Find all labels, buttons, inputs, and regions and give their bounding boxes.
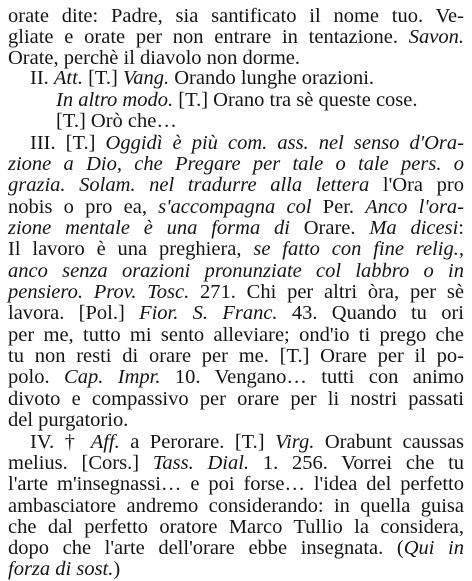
text-line <box>8 173 464 197</box>
italic-run: Tass. Dial. <box>152 452 250 474</box>
italic-run: forza di sost. <box>8 558 114 580</box>
roman-run: Orare. <box>289 217 370 239</box>
sense-heading-ii <box>30 66 410 90</box>
italic-run: Savon. <box>408 26 464 48</box>
roman-run: Orando lunghe orazioni. <box>169 67 375 89</box>
text-line <box>8 472 464 496</box>
italic-run: anco senza orazioni pronunziate col labbro o in <box>8 260 464 282</box>
roman-run: Orabunt caussas <box>314 431 465 453</box>
italic-run: s'accompagna col <box>158 196 312 218</box>
italic-run: In altro modo. <box>56 89 174 111</box>
italic-run: Vang. <box>122 67 170 89</box>
roman-run: divoto e compassivo per orare per li nostri passati <box>8 388 464 410</box>
roman-run: ambasciatore andremo considerando: in quella guisa <box>8 495 464 517</box>
roman-run: III. [T.] <box>30 132 106 154</box>
roman-run: l'arte m'insegnassi… e poi forse… l'idea del perfetto <box>8 473 464 495</box>
text-line <box>8 237 464 261</box>
roman-run: 271. Chi per altri òra, per sè <box>189 281 464 303</box>
roman-run: per me, tutto mi sento alleviare; ond'io ti prego che <box>8 324 464 346</box>
roman-run: l'Ora pro <box>369 174 464 196</box>
roman-run: tu non resti di orare per me. [T.] Orare per il po- <box>8 345 464 367</box>
roman-run: ) <box>113 558 121 580</box>
italic-run: se fatto con fine relig., <box>253 238 464 260</box>
roman-run: : <box>458 217 464 239</box>
text-line <box>8 408 464 432</box>
roman-run: Il lavoro è una preghiera, <box>8 238 254 260</box>
roman-run: lavora. [Pol.] <box>8 302 140 324</box>
italic-run: Fior. S. Franc. <box>139 302 278 324</box>
roman-run: gliate e orate per non entrare in tentazione. <box>8 26 409 48</box>
italic-run: zione a Dio, che Pregare per tale o tale pers. o <box>8 153 464 175</box>
italic-run: grazia. Solam. nel tradurre alla lettera <box>8 174 370 196</box>
roman-run: nobis o pro ea, <box>8 196 159 218</box>
roman-run: [T.] Orano tra sè queste cose. <box>173 89 418 111</box>
italic-run: Ma dicesi <box>369 217 459 239</box>
italic-run: Virg. <box>275 431 315 453</box>
roman-run: IV. † <box>30 431 91 453</box>
roman-run: polo. <box>8 366 65 388</box>
italic-run: Att. <box>53 67 83 89</box>
roman-run: [T.] <box>82 67 123 89</box>
italic-run: Aff. <box>90 431 120 453</box>
roman-run: melius. [Cors.] <box>8 452 153 474</box>
text-line <box>8 557 464 581</box>
roman-run: del purgatorio. <box>8 409 129 431</box>
roman-run: Per. <box>311 196 366 218</box>
text-line <box>8 301 464 325</box>
italic-run: Qui in <box>403 537 464 559</box>
roman-run: dopo che l'arte dell'orare ebbe insegnata. ( <box>8 537 404 559</box>
text-line <box>56 109 356 133</box>
roman-run: II. <box>30 67 54 89</box>
italic-run: Cap. Impr. <box>64 366 161 388</box>
italic-run: pensiero. Prov. Tosc. <box>8 281 190 303</box>
text-line <box>8 365 464 389</box>
roman-run: che dal perfetto oratore Marco Tullio la considera, <box>8 516 464 538</box>
roman-run: 43. Quando tu ori <box>277 302 464 324</box>
italic-run: Anco l'ora- <box>365 196 464 218</box>
roman-run: 10. Vengano… tutti con animo <box>160 366 465 388</box>
italic-run: Oggidì è più com. ass. nel senso d'Ora- <box>105 132 464 154</box>
roman-run: [T.] Orò che… <box>56 110 177 132</box>
italic-run: zione mentale è una forma di <box>8 217 290 239</box>
roman-run: 1. 256. Vorrei che tu <box>249 452 465 474</box>
roman-run: a Perorare. [T.] <box>119 431 276 453</box>
roman-run: Orate, perchè il diavolo non dorme. <box>8 47 301 69</box>
roman-run: orate dite: Padre, sia santificato il nome tuo. Ve- <box>8 5 464 27</box>
